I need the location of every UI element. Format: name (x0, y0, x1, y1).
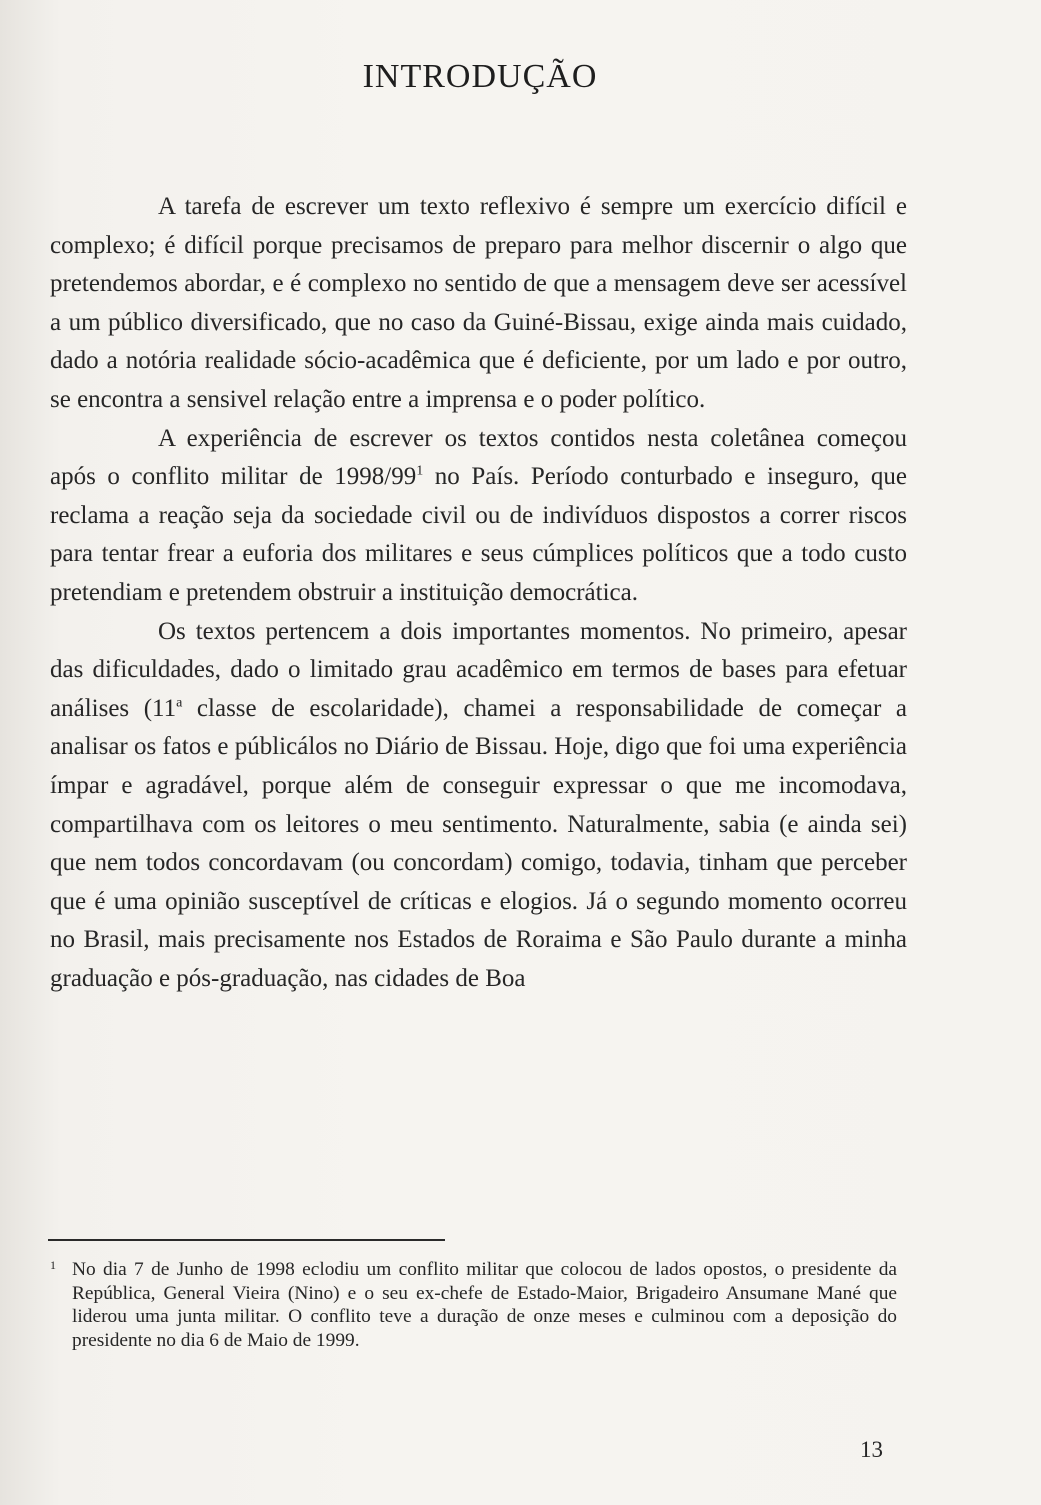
page-number: 13 (860, 1437, 883, 1462)
paragraph-3-rest: classe de escolaridade), chamei a responsabilidade de começar a analisar os fatos e públicálos no Diário de Bissau. Hoje, digo que foi uma experiência ímpar e agradável, porque além de conseguir expressar o que me incomodava, compartilhava com os leitores o meu sentimento. Naturalmente, sabia (e ainda sei) que nem todos concordavam (ou concordam) comigo, todavia, tinham que perceber que é uma opinião susceptível de críticas e elogios. Já o segundo momento ocorreu no Brasil, mais precisamente nos Estados de Roraima e São Paulo durante a minha graduação e pós-graduação, nas cidades de Boa (50, 694, 907, 992)
paragraph-2-after-ref: no País. (423, 463, 531, 491)
paragraph-3-start: Os textos pertencem a dois importantes momentos. No primeiro, apesar das dificuldades, dado o limitado grau acadêmico em termos de bases para efetuar análises ( (50, 617, 907, 722)
paragraph-1: A tarefa de escrever um texto reflexivo é sempre um exercício difícil e complexo; é difícil porque precisamos de preparo para melhor discernir o algo que pretendemos abordar, e é complexo no sentido de que a mensagem deve ser acessível a um público diversificado, que no caso da Guiné-Bissau, exige ainda mais cuidado, dado a notória realidade sócio-acadêmica que é deficiente, por um lado e por outro, se encontra a sensivel relação entre a imprensa e o poder político. (50, 193, 907, 413)
body-text (50, 188, 907, 998)
paragraph-3 (50, 613, 907, 999)
chapter-title: INTRODUÇÃO (362, 58, 598, 95)
paragraph-2-rest: Período conturbado e inseguro, que reclama a reação seja da sociedade civil ou de indivíduos dispostos a correr riscos para tentar frear a euforia dos militares e seus cúmplices políticos que a todo custo pretendiam e pretendem obstruir a instituição democrática. (50, 463, 907, 606)
grade-suffix: a (176, 695, 183, 711)
footnote-marker: 1 (50, 1258, 56, 1272)
footnote-text: No dia 7 de Junho de 1998 eclodiu um conflito militar que colocou de lados opostos, o presidente da República, General Vieira (Nino) e o seu ex-chefe de Estado-Maior, Brigadeiro Ansumane Mané que liderou uma junta militar. O conflito teve a duração de onze meses e culminou com a deposição do presidente no dia 6 de Maio de 1999. (72, 1259, 897, 1351)
paragraph-2-start: A experiência de escrever os textos contidos nesta coletânea começou após o conflito militar de 1998/99 (50, 424, 907, 491)
grade-number: 11 (152, 694, 177, 722)
footnote-divider (48, 1239, 445, 1241)
paragraph-2 (50, 420, 907, 613)
footnote-reference: 1 (416, 463, 424, 479)
footnote (50, 1258, 897, 1352)
